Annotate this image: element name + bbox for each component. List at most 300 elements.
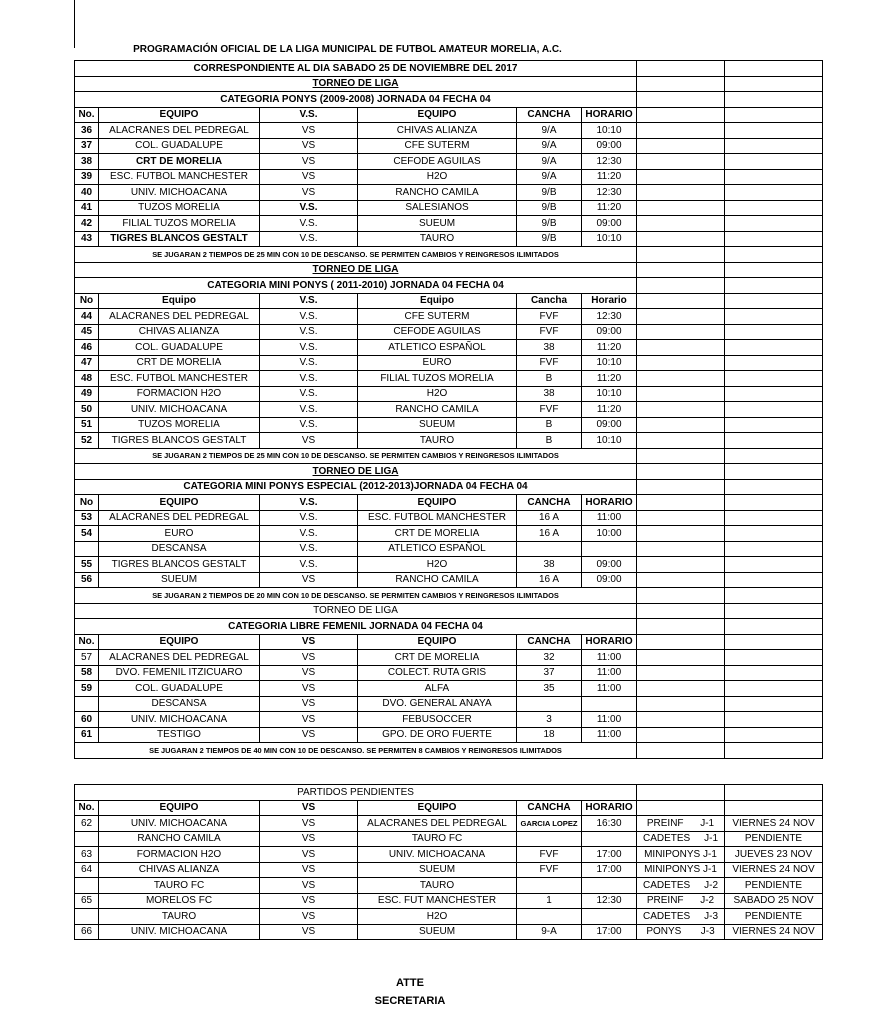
rules-note: SE JUGARAN 2 TIEMPOS DE 25 MIN CON 10 DE DESCANSO. SE PERMITEN CAMBIOS Y REINGRESOS ILIMITADOS (75, 247, 637, 263)
match-row (75, 727, 823, 743)
column-header: EQUIPO (358, 495, 517, 511)
versus: V.S. (260, 417, 358, 433)
versus: V.S. (260, 541, 358, 557)
blank-cell (637, 61, 725, 77)
field: 9/B (517, 200, 582, 216)
blank-cell (725, 278, 823, 294)
home-team: ALACRANES DEL PEDREGAL (99, 650, 260, 666)
match-row (75, 557, 823, 573)
away-team: COLECT. RUTA GRIS (358, 665, 517, 681)
home-team: TIGRES BLANCOS GESTALT (99, 231, 260, 247)
away-team: ATLETICO ESPAÑOL (358, 541, 517, 557)
blank-cell (637, 743, 725, 759)
blank-cell (637, 572, 725, 588)
match-number: 46 (75, 340, 99, 356)
blank-cell (637, 76, 725, 92)
match-row (75, 665, 823, 681)
field: 3 (517, 712, 582, 728)
kickoff-time: 11:20 (582, 371, 637, 387)
field: 16 A (517, 510, 582, 526)
field: FVF (517, 847, 582, 863)
match-number: 50 (75, 402, 99, 418)
blank-cell (725, 154, 823, 170)
category-round: CADETES J-1 (637, 831, 725, 847)
column-header: HORARIO (582, 634, 637, 650)
match-row (75, 402, 823, 418)
home-team: DVO. FEMENIL ITZICUARO (99, 665, 260, 681)
field: B (517, 371, 582, 387)
blank-cell (725, 785, 823, 801)
match-row (75, 650, 823, 666)
match-row (75, 185, 823, 201)
blank-cell (637, 123, 725, 139)
home-team: CHIVAS ALIANZA (99, 324, 260, 340)
column-header: CANCHA (517, 634, 582, 650)
header-row (75, 107, 823, 123)
kickoff-time: 11:20 (582, 340, 637, 356)
match-date: JUEVES 23 NOV (725, 847, 823, 863)
away-team: ESC. FUTBOL MANCHESTER (358, 510, 517, 526)
match-row (75, 526, 823, 542)
home-team: FORMACION H2O (99, 386, 260, 402)
column-header: V.S. (260, 107, 358, 123)
match-number: 63 (75, 847, 99, 863)
field: 16 A (517, 526, 582, 542)
blank-cell (637, 448, 725, 464)
match-number: 58 (75, 665, 99, 681)
home-team: MORELOS FC (99, 893, 260, 909)
column-header: No. (75, 800, 99, 816)
match-number: 36 (75, 123, 99, 139)
home-team: SUEUM (99, 572, 260, 588)
blank-cell (725, 138, 823, 154)
blank-cell (725, 402, 823, 418)
field (517, 878, 582, 894)
category-round: PONYS J-3 (637, 924, 725, 940)
away-team: EURO (358, 355, 517, 371)
date-line: CORRESPONDIENTE AL DIA SABADO 25 DE NOVIEMBRE DEL 2017 (75, 61, 637, 77)
field: 9/A (517, 169, 582, 185)
away-team: ALACRANES DEL PEDREGAL (358, 816, 517, 832)
versus: V.S. (260, 557, 358, 573)
match-number: 49 (75, 386, 99, 402)
match-date: PENDIENTE (725, 878, 823, 894)
blank-cell (637, 696, 725, 712)
kickoff-time (582, 696, 637, 712)
away-team: CEFODE AGUILAS (358, 324, 517, 340)
home-team: TIGRES BLANCOS GESTALT (99, 557, 260, 573)
versus: VS (260, 665, 358, 681)
signature-atte: ATTE (396, 977, 424, 989)
kickoff-time: 11:20 (582, 402, 637, 418)
match-date: VIERNES 24 NOV (725, 816, 823, 832)
versus: VS (260, 878, 358, 894)
kickoff-time: 11:00 (582, 727, 637, 743)
versus: VS (260, 893, 358, 909)
torneo-label: TORNEO DE LIGA (75, 603, 637, 619)
kickoff-time: 09:00 (582, 324, 637, 340)
kickoff-time: 12:30 (582, 154, 637, 170)
kickoff-time: 17:00 (582, 924, 637, 940)
pending-row (75, 831, 823, 847)
header-row (75, 634, 823, 650)
rules-note-row (75, 588, 823, 604)
kickoff-time: 11:00 (582, 665, 637, 681)
header-row (75, 293, 823, 309)
blank-cell (637, 324, 725, 340)
column-header: HORARIO (582, 800, 637, 816)
field: 38 (517, 386, 582, 402)
home-team: EURO (99, 526, 260, 542)
away-team: FILIAL TUZOS MORELIA (358, 371, 517, 387)
match-number: 57 (75, 650, 99, 666)
match-date: SABADO 25 NOV (725, 893, 823, 909)
torneo-label-row (75, 262, 823, 278)
home-team: COL. GUADALUPE (99, 340, 260, 356)
blank-cell (725, 743, 823, 759)
category-round: CADETES J-3 (637, 909, 725, 925)
blank-cell (725, 340, 823, 356)
kickoff-time: 12:30 (582, 309, 637, 325)
field: FVF (517, 309, 582, 325)
home-team: UNIV. MICHOACANA (99, 816, 260, 832)
column-header: EQUIPO (358, 800, 517, 816)
home-team: TAURO (99, 909, 260, 925)
away-team: CHIVAS ALIANZA (358, 123, 517, 139)
match-row (75, 572, 823, 588)
match-number: 62 (75, 816, 99, 832)
kickoff-time: 11:00 (582, 681, 637, 697)
kickoff-time (582, 541, 637, 557)
kickoff-time (582, 909, 637, 925)
field: 9/B (517, 216, 582, 232)
away-team: SUEUM (358, 417, 517, 433)
home-team: UNIV. MICHOACANA (99, 402, 260, 418)
field: 9-A (517, 924, 582, 940)
match-number (75, 878, 99, 894)
away-team: RANCHO CAMILA (358, 185, 517, 201)
field (517, 831, 582, 847)
blank-cell (637, 433, 725, 449)
blank-cell (637, 293, 725, 309)
away-team: CRT DE MORELIA (358, 650, 517, 666)
kickoff-time: 09:00 (582, 417, 637, 433)
versus: VS (260, 169, 358, 185)
blank-cell (725, 293, 823, 309)
blank-cell (637, 247, 725, 263)
blank-cell (637, 216, 725, 232)
versus: V.S. (260, 510, 358, 526)
versus: VS (260, 123, 358, 139)
field: 9/A (517, 123, 582, 139)
blank-cell (637, 634, 725, 650)
pending-row (75, 816, 823, 832)
match-number: 60 (75, 712, 99, 728)
match-row (75, 696, 823, 712)
column-header: Horario (582, 293, 637, 309)
blank-cell (725, 107, 823, 123)
column-header: EQUIPO (99, 107, 260, 123)
away-team: TAURO (358, 433, 517, 449)
away-team: CFE SUTERM (358, 309, 517, 325)
away-team: CFE SUTERM (358, 138, 517, 154)
away-team: SUEUM (358, 924, 517, 940)
versus: VS (260, 727, 358, 743)
kickoff-time: 09:00 (582, 572, 637, 588)
blank-cell (725, 588, 823, 604)
column-header: EQUIPO (358, 634, 517, 650)
away-team: TAURO (358, 231, 517, 247)
match-date: PENDIENTE (725, 909, 823, 925)
blank-cell (725, 185, 823, 201)
blank-cell (637, 417, 725, 433)
rules-note-row (75, 247, 823, 263)
blank-cell (637, 588, 725, 604)
date-line-row (75, 61, 823, 77)
home-team: ALACRANES DEL PEDREGAL (99, 123, 260, 139)
home-team: ESC. FUTBOL MANCHESTER (99, 169, 260, 185)
pending-row (75, 862, 823, 878)
column-header: EQUIPO (99, 800, 260, 816)
blank-cell (725, 572, 823, 588)
field: 18 (517, 727, 582, 743)
pending-row (75, 878, 823, 894)
away-team: RANCHO CAMILA (358, 402, 517, 418)
blank-cell (637, 681, 725, 697)
kickoff-time: 12:30 (582, 185, 637, 201)
match-number: 47 (75, 355, 99, 371)
match-number (75, 909, 99, 925)
field: B (517, 417, 582, 433)
away-team: DVO. GENERAL ANAYA (358, 696, 517, 712)
blank-cell (637, 185, 725, 201)
blank-cell (725, 262, 823, 278)
kickoff-time: 10:10 (582, 433, 637, 449)
blank-cell (637, 526, 725, 542)
blank-cell (725, 479, 823, 495)
kickoff-time: 09:00 (582, 216, 637, 232)
schedule-table (74, 60, 823, 759)
blank-cell (637, 278, 725, 294)
home-team: UNIV. MICHOACANA (99, 185, 260, 201)
match-number: 66 (75, 924, 99, 940)
field (517, 696, 582, 712)
home-team: ALACRANES DEL PEDREGAL (99, 510, 260, 526)
match-row (75, 216, 823, 232)
pending-matches-table (74, 784, 823, 940)
versus: V.S. (260, 309, 358, 325)
blank-cell (637, 495, 725, 511)
versus: VS (260, 650, 358, 666)
field: 9/B (517, 231, 582, 247)
match-row (75, 371, 823, 387)
away-team: H2O (358, 169, 517, 185)
away-team: SUEUM (358, 862, 517, 878)
category-title: CATEGORIA PONYS (2009-2008) JORNADA 04 FECHA 04 (75, 92, 637, 108)
torneo-label: TORNEO DE LIGA (75, 76, 637, 92)
torneo-label-row (75, 603, 823, 619)
blank-cell (725, 650, 823, 666)
match-number (75, 541, 99, 557)
match-number: 53 (75, 510, 99, 526)
blank-cell (725, 603, 823, 619)
blank-cell (725, 371, 823, 387)
header-row (75, 495, 823, 511)
pending-row (75, 893, 823, 909)
versus: V.S. (260, 324, 358, 340)
home-team: DESCANSA (99, 541, 260, 557)
blank-cell (725, 61, 823, 77)
match-number (75, 696, 99, 712)
column-header: No (75, 495, 99, 511)
field: 16 A (517, 572, 582, 588)
match-row (75, 712, 823, 728)
match-number: 51 (75, 417, 99, 433)
versus: VS (260, 696, 358, 712)
match-date: VIERNES 24 NOV (725, 924, 823, 940)
column-header: HORARIO (582, 495, 637, 511)
torneo-label-row (75, 464, 823, 480)
signature-secretaria: SECRETARIA (374, 995, 446, 1007)
home-team: UNIV. MICHOACANA (99, 924, 260, 940)
blank-cell (725, 727, 823, 743)
match-row (75, 154, 823, 170)
blank-cell (725, 541, 823, 557)
away-team: SALESIANOS (358, 200, 517, 216)
field: 37 (517, 665, 582, 681)
versus: VS (260, 712, 358, 728)
field (517, 909, 582, 925)
blank-cell (725, 247, 823, 263)
field: FVF (517, 402, 582, 418)
field: B (517, 433, 582, 449)
home-team: FORMACION H2O (99, 847, 260, 863)
match-row (75, 200, 823, 216)
column-header: EQUIPO (99, 495, 260, 511)
blank-cell (725, 510, 823, 526)
match-number: 44 (75, 309, 99, 325)
match-number: 56 (75, 572, 99, 588)
blank-cell (725, 495, 823, 511)
field: FVF (517, 355, 582, 371)
home-team: DESCANSA (99, 696, 260, 712)
kickoff-time: 16:30 (582, 816, 637, 832)
blank-cell (725, 448, 823, 464)
versus: V.S. (260, 402, 358, 418)
torneo-label-row (75, 76, 823, 92)
away-team: FEBUSOCCER (358, 712, 517, 728)
match-row (75, 417, 823, 433)
field: 35 (517, 681, 582, 697)
away-team: RANCHO CAMILA (358, 572, 517, 588)
kickoff-time: 17:00 (582, 847, 637, 863)
match-number: 43 (75, 231, 99, 247)
blank-cell (725, 216, 823, 232)
match-number: 54 (75, 526, 99, 542)
match-row (75, 324, 823, 340)
field: 1 (517, 893, 582, 909)
column-header: No (75, 293, 99, 309)
home-team: FILIAL TUZOS MORELIA (99, 216, 260, 232)
blank-cell (637, 386, 725, 402)
column-header: HORARIO (582, 107, 637, 123)
column-header: CANCHA (517, 495, 582, 511)
versus: V.S. (260, 200, 358, 216)
blank-cell (637, 231, 725, 247)
blank-cell (637, 603, 725, 619)
blank-cell (637, 138, 725, 154)
blank-cell (725, 355, 823, 371)
home-team: TAURO FC (99, 878, 260, 894)
match-number: 61 (75, 727, 99, 743)
match-date: PENDIENTE (725, 831, 823, 847)
field: GARCIA LOPEZ (517, 816, 582, 832)
match-number: 39 (75, 169, 99, 185)
kickoff-time: 10:10 (582, 386, 637, 402)
blank-cell (637, 92, 725, 108)
blank-cell (637, 107, 725, 123)
blank-cell (725, 200, 823, 216)
match-row (75, 541, 823, 557)
blank-cell (637, 464, 725, 480)
blank-cell (725, 231, 823, 247)
match-row (75, 309, 823, 325)
home-team: UNIV. MICHOACANA (99, 712, 260, 728)
blank-cell (637, 665, 725, 681)
blank-cell (725, 464, 823, 480)
kickoff-time: 10:00 (582, 526, 637, 542)
column-header: VS (260, 800, 358, 816)
away-team: TAURO FC (358, 831, 517, 847)
column-header: Cancha (517, 293, 582, 309)
column-header: No. (75, 634, 99, 650)
document-title: PROGRAMACIÓN OFICIAL DE LA LIGA MUNICIPAL DE FUTBOL AMATEUR MORELIA, A.C. (133, 44, 562, 55)
rules-note-row (75, 743, 823, 759)
match-number: 65 (75, 893, 99, 909)
home-team: COL. GUADALUPE (99, 138, 260, 154)
pending-row (75, 924, 823, 940)
kickoff-time: 10:10 (582, 123, 637, 139)
blank-cell (725, 324, 823, 340)
column-header: Equipo (99, 293, 260, 309)
blank-cell (637, 727, 725, 743)
match-number: 64 (75, 862, 99, 878)
versus: VS (260, 681, 358, 697)
match-row (75, 433, 823, 449)
match-number: 48 (75, 371, 99, 387)
column-header: EQUIPO (358, 107, 517, 123)
versus: VS (260, 154, 358, 170)
blank-cell (725, 76, 823, 92)
versus: VS (260, 909, 358, 925)
column-header: CANCHA (517, 107, 582, 123)
blank-cell (637, 510, 725, 526)
category-title: CATEGORIA MINI PONYS ESPECIAL (2012-2013)JORNADA 04 FECHA 04 (75, 479, 637, 495)
away-team: H2O (358, 386, 517, 402)
category-title-row (75, 92, 823, 108)
blank-cell (725, 309, 823, 325)
rules-note-row (75, 448, 823, 464)
away-team: CRT DE MORELIA (358, 526, 517, 542)
versus: VS (260, 847, 358, 863)
match-row (75, 138, 823, 154)
away-team: ATLETICO ESPAÑOL (358, 340, 517, 356)
match-number: 52 (75, 433, 99, 449)
versus: VS (260, 816, 358, 832)
versus: V.S. (260, 340, 358, 356)
column-header: V.S. (260, 293, 358, 309)
blank-cell (637, 712, 725, 728)
